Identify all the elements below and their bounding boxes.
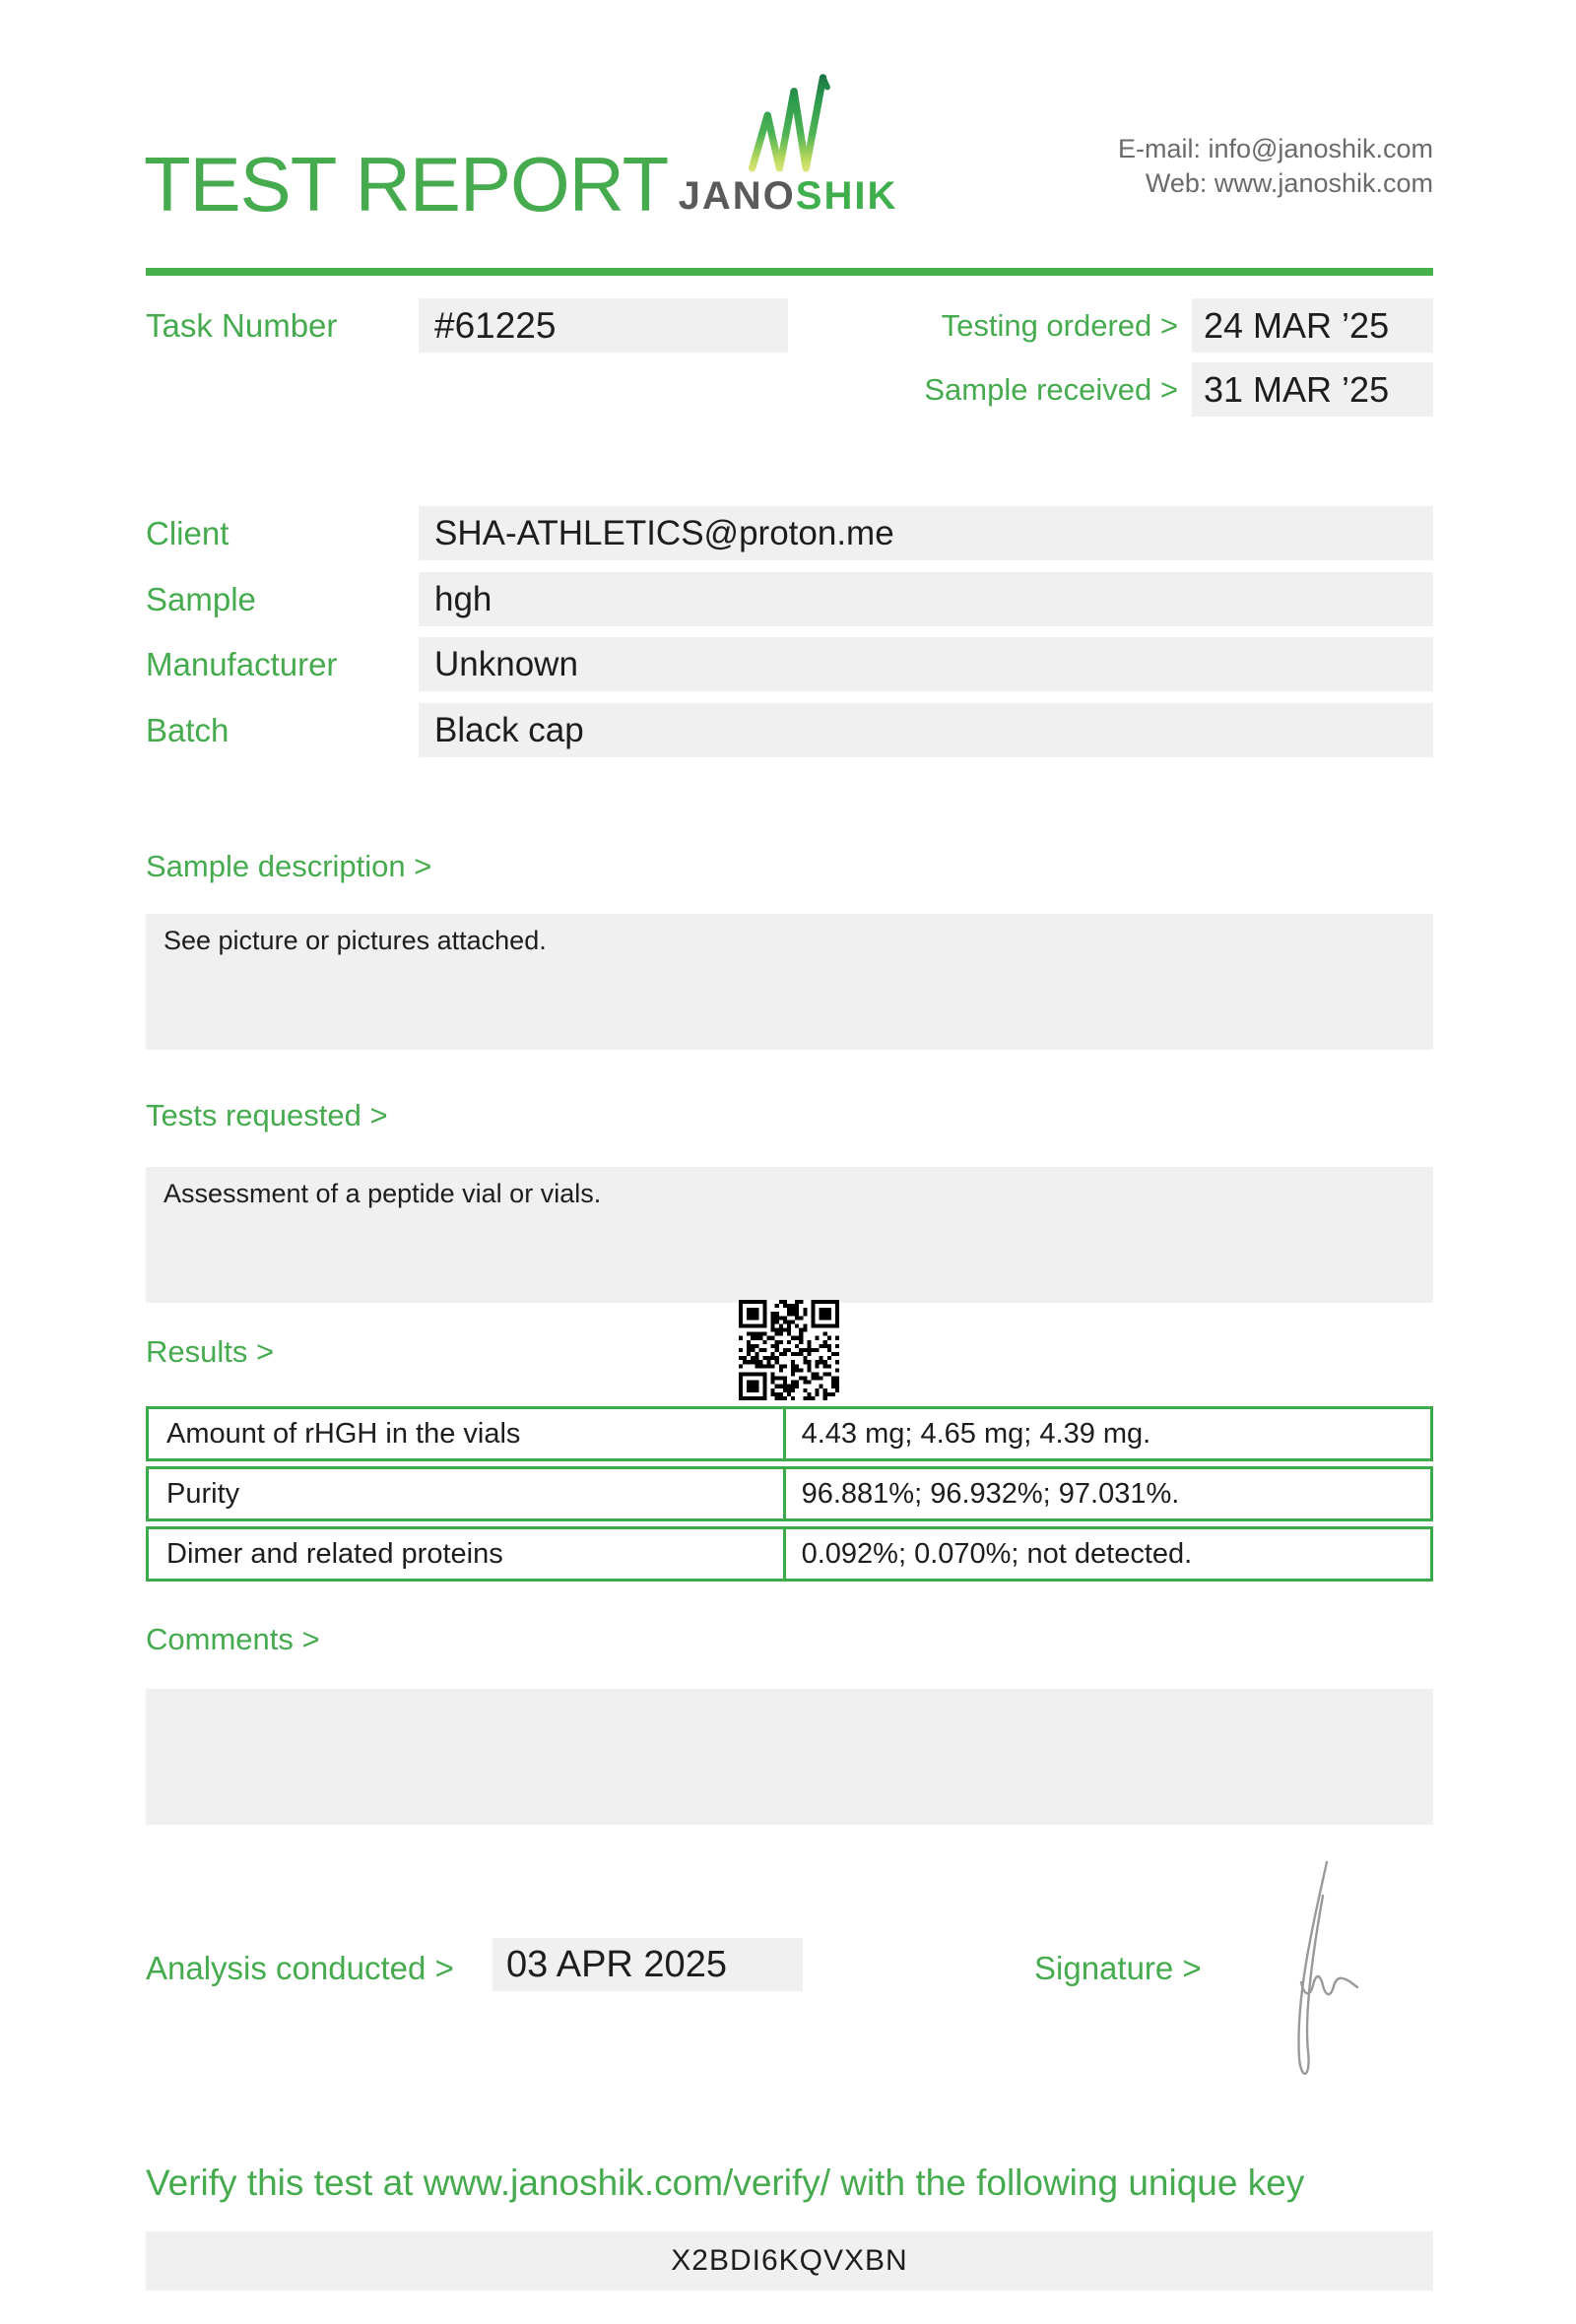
result-value: 4.43 mg; 4.65 mg; 4.39 mg. (801, 1417, 1151, 1450)
batch-row (146, 703, 1433, 757)
table-row (146, 1526, 1433, 1582)
result-parameter: Amount of rHGH in the vials (149, 1409, 786, 1458)
table-row (146, 1406, 1433, 1461)
verify-instruction: Verify this test at www.janoshik.com/verify/ with the following unique key (146, 2163, 1305, 2203)
analysis-date-value: 03 APR 2025 (492, 1938, 803, 1991)
results-heading: Results > (146, 1334, 275, 1369)
signature-label: Signature > (1034, 1950, 1202, 1986)
contact-block (1118, 132, 1433, 201)
sample-received-value: 31 MAR ’25 (1192, 362, 1433, 417)
sample-row (146, 572, 1433, 626)
handwritten-signature-icon (1266, 1856, 1384, 2102)
testing-ordered-value: 24 MAR ’25 (1192, 298, 1433, 353)
logo-jano: JANO (678, 174, 796, 218)
verify-key-bar (146, 2231, 1433, 2291)
results-table (146, 1406, 1433, 1586)
header-divider (146, 268, 1433, 276)
manufacturer-label: Manufacturer (146, 645, 338, 682)
result-value: 0.092%; 0.070%; not detected. (801, 1537, 1193, 1570)
tests-requested-heading: Tests requested > (146, 1098, 388, 1132)
result-parameter: Purity (149, 1469, 786, 1518)
verify-key: X2BDI6KQVXBN (671, 2244, 908, 2277)
sample-received-row (924, 362, 1433, 417)
testing-ordered-label: Testing ordered > (941, 307, 1178, 343)
testing-ordered-row (942, 298, 1433, 353)
batch-value: Black cap (419, 703, 1433, 757)
client-label: Client (146, 514, 230, 551)
client-value: SHA-ATHLETICS@proton.me (419, 506, 1433, 560)
contact-web: Web: www.janoshik.com (1145, 168, 1433, 198)
logo-shik: SHIK (795, 174, 898, 218)
sample-received-label: Sample received > (924, 371, 1178, 407)
task-number-value: #61225 (419, 298, 788, 353)
growth-chart-icon (741, 71, 835, 173)
table-row (146, 1466, 1433, 1521)
batch-label: Batch (146, 711, 230, 748)
client-row (146, 506, 1433, 560)
page-title: TEST REPORT (144, 141, 669, 227)
sample-description-heading: Sample description > (146, 849, 432, 883)
result-parameter: Dimer and related proteins (149, 1529, 786, 1579)
comments-heading: Comments > (146, 1622, 320, 1656)
analysis-conducted-label: Analysis conducted > (146, 1950, 454, 1986)
contact-email: E-mail: info@janoshik.com (1117, 134, 1433, 163)
sample-value: hgh (419, 572, 1433, 626)
comments-box (146, 1689, 1433, 1825)
manufacturer-row (146, 637, 1433, 691)
qr-code-icon (739, 1300, 839, 1400)
tests-requested-box: Assessment of a peptide vial or vials. (146, 1167, 1433, 1303)
task-number-label: Task Number (146, 307, 338, 344)
manufacturer-value: Unknown (419, 637, 1433, 691)
sample-label: Sample (146, 580, 256, 617)
sample-description-box: See picture or pictures attached. (146, 914, 1433, 1050)
result-value: 96.881%; 96.932%; 97.031%. (801, 1477, 1180, 1510)
